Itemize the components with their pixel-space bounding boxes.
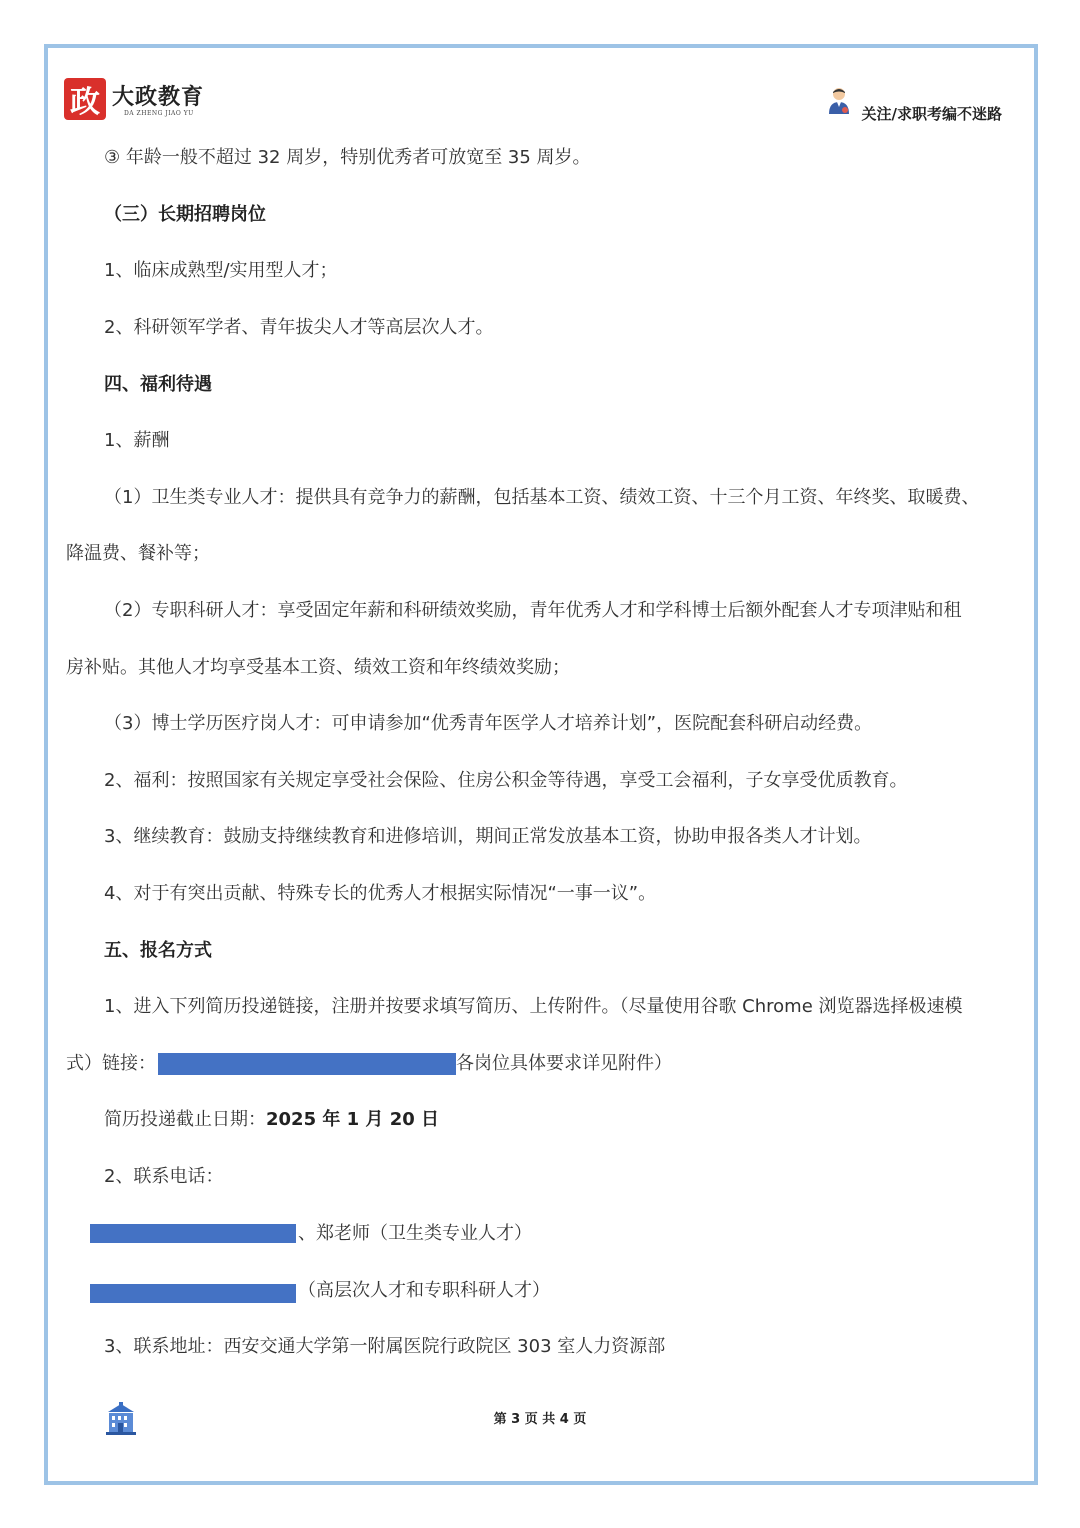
redacted-contact-2 [90, 1284, 296, 1303]
person-icon [828, 87, 850, 115]
welfare-text: 2、福利：按照国家有关规定享受社会保险、住房公积金等待遇，享受工会福利，子女享受优质教育。 [104, 770, 908, 791]
redacted-link [158, 1053, 456, 1075]
salary-item-1-line-2: 降温费、餐补等； [66, 543, 210, 564]
logo-name: 大政教育 [112, 84, 205, 110]
apply-line-2-suffix: 各岗位具体要求详见附件） [456, 1053, 672, 1074]
section-5-title: 五、报名方式 [104, 940, 212, 961]
contact-1-text: 、郑老师（卫生类专业人才） [298, 1223, 532, 1244]
education-text: 3、继续教育：鼓励支持继续教育和进修培训，期间正常发放基本工资，协助申报各类人才计划。 [104, 826, 872, 847]
age-limit-text: ③ 年龄一般不超过 32 周岁，特别优秀者可放宽至 35 周岁。 [104, 147, 591, 168]
apply-line-2-prefix: 式）链接： [66, 1053, 156, 1074]
contact-2-text: （高层次人才和专职科研人才） [298, 1280, 550, 1301]
salary-item-2-line-2: 房补贴。其他人才均享受基本工资、绩效工资和年终绩效奖励； [66, 657, 570, 678]
deadline-value: 2025 年 1 月 20 日 [266, 1109, 440, 1130]
section-4-title: 四、福利待遇 [104, 374, 212, 395]
salary-item-1-line-1: （1）卫生类专业人才：提供具有竞争力的薪酬，包括基本工资、绩效工资、十三个月工资、年终奖、取暖费、 [104, 487, 980, 508]
logo-subtitle: DA ZHENG JIAO YU [124, 110, 194, 117]
address-text: 3、联系地址：西安交通大学第一附属医院行政院区 303 室人力资源部 [104, 1336, 666, 1357]
logo-mark: 政 [64, 78, 106, 120]
section-3-title: （三）长期招聘岗位 [104, 204, 266, 225]
page-number: 第 3 页 共 4 页 [493, 1412, 587, 1427]
deadline-line [104, 1108, 439, 1132]
apply-line-1: 1、进入下列简历投递链接，注册并按要求填写简历、上传附件。（尽量使用谷歌 Chrome 浏览器选择极速模 [104, 996, 963, 1017]
long-term-item-2: 2、科研领军学者、青年拔尖人才等高层次人才。 [104, 317, 494, 338]
salary-title: 1、薪酬 [104, 430, 170, 451]
header-slogan: 关注/求职考编不迷路 [861, 104, 1002, 123]
header-slogan-area [828, 92, 1002, 122]
salary-item-3: （3）博士学历医疗岗人才：可申请参加“优秀青年医学人才培养计划”，医院配套科研启动经费。 [104, 713, 873, 734]
long-term-item-1: 1、临床成熟型/实用型人才； [104, 260, 338, 281]
special-talent-text: 4、对于有突出贡献、特殊专长的优秀人才根据实际情况“一事一议”。 [104, 883, 657, 904]
redacted-contact-1 [90, 1224, 296, 1243]
deadline-label: 简历投递截止日期： [104, 1109, 266, 1130]
contact-phone-title: 2、联系电话： [104, 1166, 224, 1187]
brand-logo [64, 78, 224, 122]
salary-item-2-line-1: （2）专职科研人才：享受固定年薪和科研绩效奖励，青年优秀人才和学科博士后额外配套人才专项津贴和租 [104, 600, 962, 621]
